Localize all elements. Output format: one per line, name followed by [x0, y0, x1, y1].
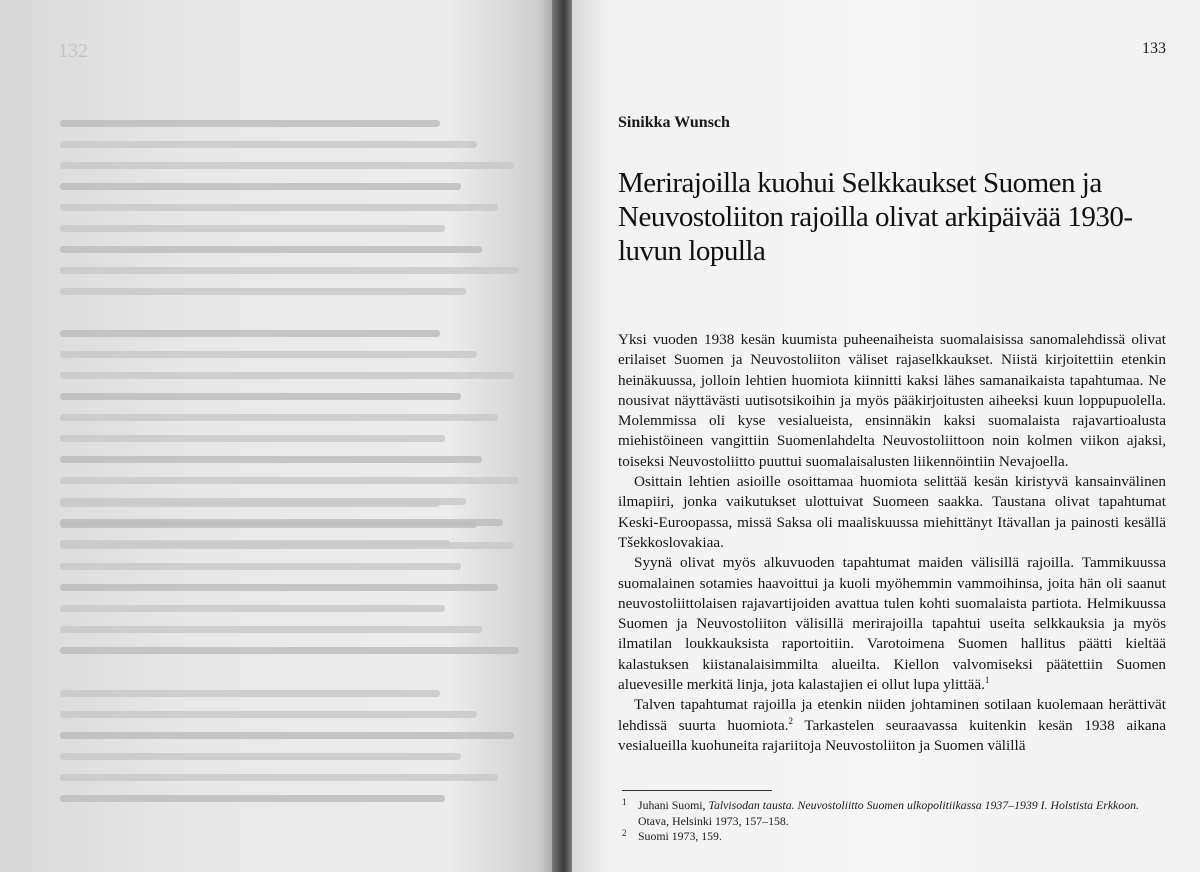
- ghost-text-line: [60, 393, 461, 400]
- ghost-text-line: [60, 246, 482, 253]
- ghost-text-line: [60, 500, 440, 507]
- ghost-text-line: [60, 795, 445, 802]
- article-author: Sinikka Wunsch: [618, 114, 730, 131]
- footnote-text: Juhani Suomi,: [638, 798, 709, 812]
- paragraph-4-text-b: Tarkastelen seuraavassa kuitenkin kesän 1938 aikana vesialueilla kuohuneita rajariitoja Neuvostoliiton ja Suomen välillä: [618, 716, 1166, 754]
- ghost-text-line: [60, 435, 445, 442]
- ghost-text-line: [60, 477, 519, 484]
- ghost-text-line: [60, 183, 461, 190]
- article-body: [618, 330, 1166, 756]
- ghost-text-line: [60, 711, 477, 718]
- page-number: 133: [1142, 40, 1166, 57]
- paragraph-4: [618, 695, 1166, 756]
- footnote-divider: [622, 790, 772, 791]
- ghost-text-line: [60, 563, 461, 570]
- ghost-text-line: [60, 372, 514, 379]
- footnotes: [622, 798, 1152, 845]
- footnote-2: [622, 829, 1152, 845]
- ghost-text-line: [60, 521, 477, 528]
- ghost-text-line: [60, 414, 498, 421]
- ghost-text-line: [60, 141, 477, 148]
- footnote-publisher: Otava, Helsinki 1973, 157–158.: [638, 813, 789, 828]
- footnote-1: [622, 798, 1152, 829]
- ghost-text-line: [60, 774, 498, 781]
- ghost-text-line: [60, 162, 514, 169]
- footnote-ref-1: 1: [984, 674, 990, 685]
- footnote-mark: 2: [622, 828, 627, 838]
- ghost-text-line: [60, 204, 498, 211]
- ghost-text-line: [60, 225, 445, 232]
- footnote-mark: 1: [622, 797, 627, 807]
- ghost-text-line: [60, 456, 482, 463]
- article-headline: Merirajoilla kuohui Selkkaukset Suomen ja Neuvostoliiton rajoilla olivat arkipäivää 1930-luvun lopulla: [618, 167, 1133, 267]
- ghost-text-line: [60, 584, 498, 591]
- ghost-text-line: [60, 647, 519, 654]
- left-page-faded: [0, 0, 560, 872]
- ghost-text-line: [60, 330, 440, 337]
- footnote-text: Suomi 1973, 159.: [638, 829, 722, 843]
- left-page-number: 132: [58, 40, 88, 62]
- footnote-title: Talvisodan tausta. Neuvostoliitto Suomen ulkopolitiikassa 1937–1939 I. Holstista Erkkoon.: [708, 798, 1139, 812]
- paragraph-4-text-a: Talven tapahtumat rajoilla ja etenkin niiden johtaminen sotilaan kuolemaan herättivät lehdissä suurta huomiota.: [618, 696, 1166, 734]
- ghost-text-line: [60, 542, 514, 549]
- paragraph-3-text: Syynä olivat myös alkuvuoden tapahtumat maiden välisillä rajoilla. Tammikuussa suomalainen sotamies haavoittui ja kuoli myöhemmin vammoihinsa, joita hän oli saanut neuvostoliittolaisen rajavartijoiden avattua tulen kohti suomalaista partiota. Helmikuussa Suomen ja Neuvostoliiton välisillä merirajoilla tapahtui useita selkkauksia ja myös ilmatilan loukkauksista raportoitiin. Varotoimena Suomen hallitus päätti kieltää kalastuksen kiistanalaisimmilta alueilta. Kiellon valvomiseksi päätettiin Suomen aluevesille merkitä linja, jota kalastajien ei ollut lupa ylittää.: [618, 554, 1166, 694]
- ghost-text-line: [60, 288, 466, 295]
- ghost-text-line: [60, 120, 440, 127]
- right-page: [572, 0, 1200, 872]
- paragraph-3: [618, 553, 1166, 695]
- ghost-text-line: [60, 351, 477, 358]
- ghost-text-line: [60, 732, 514, 739]
- ghost-text-line: [60, 753, 461, 760]
- ghost-text-line: [60, 626, 482, 633]
- ghost-text-line: [60, 605, 445, 612]
- paragraph-2: Osittain lehtien asioille osoittamaa huomiota selittää kesän kiristyvä kansainvälinen ilmapiiri, jonka vaikutukset ulottuivat Suomeen saakka. Taustana olivat tapahtumat Keski-Euroopassa, missä Saksa oli maaliskuussa miehittänyt Itävallan ja painosti kesällä Tšekkoslovakiaa.: [618, 473, 1166, 551]
- paragraph-1: Yksi vuoden 1938 kesän kuumista puheenaiheista suomalaisissa sanomalehdissä olivat erilaiset Suomen ja Neuvostoliiton väliset rajaselkkaukset. Niistä kirjoitettiin etenkin heinäkuussa, jolloin lehtien huomiota kiinnitti kaksi lähes samanaikaista tapahtumaa. Ne nousivat näyttävästi uutisotsikoihin ja myös pääkirjoitusten aiheeksi kuun loppupuolella. Molemmissa oli kyse vesialueista, ensinnäkin kaksi suomalaista rajavartioalusta miehistöineen vangittiin Suomenlahdelta Neuvostoliittoon noin kolmen viikon ajaksi, toiseksi Neuvostoliitto puuttui suomalaisalusten liikennöintiin Nevajoella.: [618, 331, 1166, 470]
- footnote-ref-2: 2: [788, 715, 793, 726]
- ghost-text-line: [60, 267, 519, 274]
- ghost-text-line: [60, 690, 440, 697]
